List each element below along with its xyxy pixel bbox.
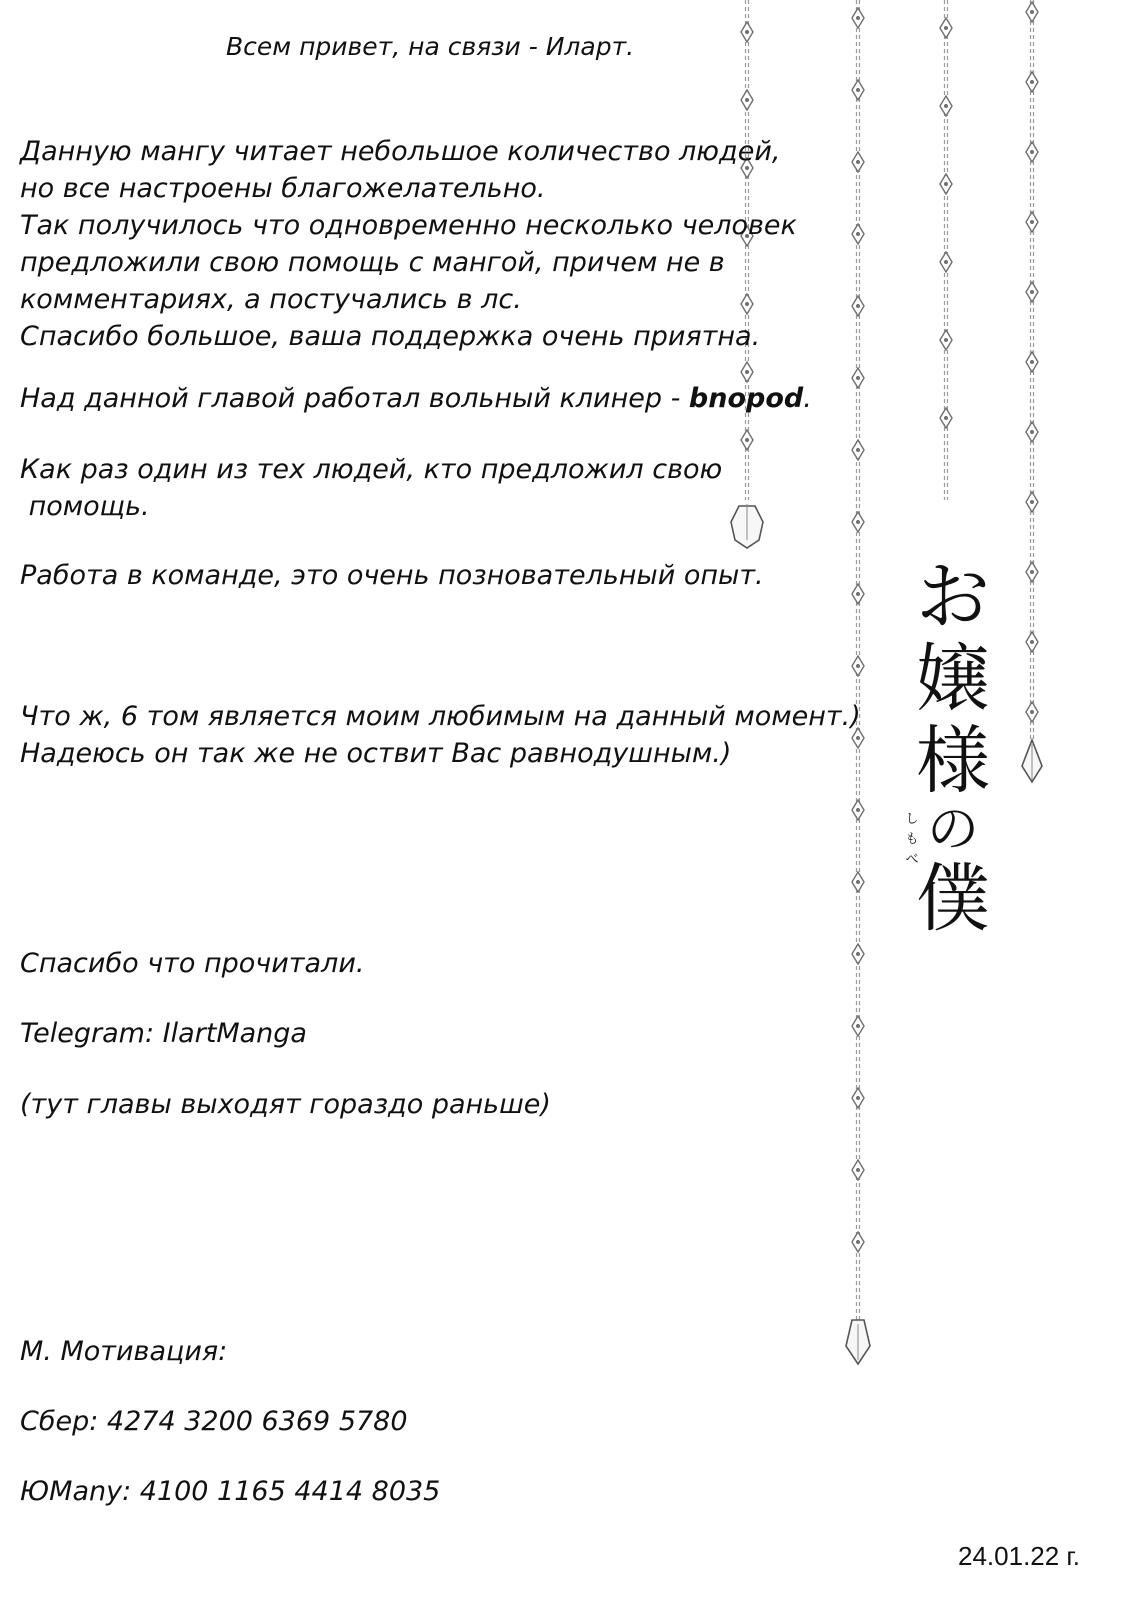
intro-line: Данную мангу читает небольшое количество людей,	[20, 136, 781, 167]
date-stamp: 24.01.22 г.	[958, 1541, 1080, 1571]
bead-center	[745, 30, 749, 34]
intro-paragraph	[20, 133, 797, 355]
bead-center	[1030, 430, 1034, 434]
bead-center	[745, 98, 749, 102]
intro-line: но все настроены благожелательно.	[20, 173, 546, 204]
motivation-title: М. Мотивация:	[20, 1336, 228, 1367]
logo-kanji: 様	[916, 718, 990, 804]
sber-card-number: Сбер: 4274 3200 6369 5780	[20, 1406, 408, 1437]
chain-2	[846, 0, 870, 1364]
bead-center	[856, 952, 860, 956]
bead-center	[944, 26, 948, 30]
intro-line: комментариях, а постучались в лс.	[20, 284, 522, 315]
bead-center	[856, 160, 860, 164]
furigana-char: し	[905, 812, 919, 827]
furigana-char: も	[905, 832, 919, 847]
intro-line: Так получилось что одновременно несколько человек	[20, 210, 797, 241]
chain-3	[940, 0, 952, 500]
bead-center	[856, 808, 860, 812]
intro-line: Спасибо большое, ваша поддержка очень приятна.	[20, 321, 761, 352]
chain-4	[1022, 0, 1042, 782]
cleaner-suffix: .	[803, 383, 812, 414]
bead-center	[856, 664, 860, 668]
bead-center	[944, 182, 948, 186]
bead-center	[856, 448, 860, 452]
cleaner-credit	[20, 380, 812, 417]
bead-center	[856, 880, 860, 884]
bead-center	[1030, 290, 1034, 294]
helper-paragraph	[20, 451, 722, 525]
bead-center	[856, 520, 860, 524]
bead-center	[944, 338, 948, 342]
helper-line: помощь.	[20, 491, 150, 522]
telegram-note: (тут главы выходят гораздо раньше)	[20, 1089, 551, 1120]
intro-line: предложили свою помощь с мангой, причем не в	[20, 247, 725, 278]
logo-furigana	[898, 810, 926, 870]
volume-line: Что ж, 6 том является моим любимым на данный момент.)	[20, 701, 861, 732]
manga-title-logo	[898, 556, 1008, 940]
greeting-line: Всем привет, на связи - Иларт.	[226, 32, 635, 61]
bead-center	[944, 104, 948, 108]
bead-center	[1030, 220, 1034, 224]
telegram-line: Telegram: IlartManga	[20, 1018, 307, 1049]
bead-center	[856, 88, 860, 92]
bead-center	[745, 438, 749, 442]
yumoney-wallet-number: ЮMany: 4100 1165 4414 8035	[20, 1476, 441, 1507]
logo-kanji: 嬢	[916, 636, 990, 722]
bead-center	[856, 592, 860, 596]
bead-center	[1030, 640, 1034, 644]
bead-center	[856, 1168, 860, 1172]
bead-center	[745, 370, 749, 374]
bead-center	[856, 232, 860, 236]
furigana-char: べ	[905, 852, 919, 867]
bead-center	[856, 304, 860, 308]
thanks-line: Спасибо что прочитали.	[20, 948, 365, 979]
bead-center	[856, 1024, 860, 1028]
logo-kanji: の	[926, 800, 979, 860]
logo-kanji: お	[916, 554, 990, 640]
bead-center	[856, 16, 860, 20]
bead-center	[856, 376, 860, 380]
cleaner-name: bnopod	[688, 383, 804, 414]
bead-center	[1030, 150, 1034, 154]
logo-kanji: 僕	[916, 856, 990, 942]
bead-center	[1030, 500, 1034, 504]
volume-paragraph	[20, 698, 861, 772]
bead-center	[1030, 710, 1034, 714]
bead-center	[856, 1096, 860, 1100]
bead-center	[1030, 360, 1034, 364]
helper-line: Как раз один из тех людей, кто предложил свою	[20, 454, 723, 485]
bead-center	[944, 416, 948, 420]
team-paragraph: Работа в команде, это очень позновательный опыт.	[20, 560, 764, 591]
bead-center	[1030, 80, 1034, 84]
volume-line: Надеюсь он так же не оствит Вас равнодушным.)	[20, 738, 732, 769]
bead-center	[856, 1240, 860, 1244]
bead-center	[1030, 10, 1034, 14]
bead-center	[1030, 570, 1034, 574]
cleaner-prefix: Над данной главой работал вольный клинер -	[20, 383, 689, 414]
bead-center	[944, 260, 948, 264]
